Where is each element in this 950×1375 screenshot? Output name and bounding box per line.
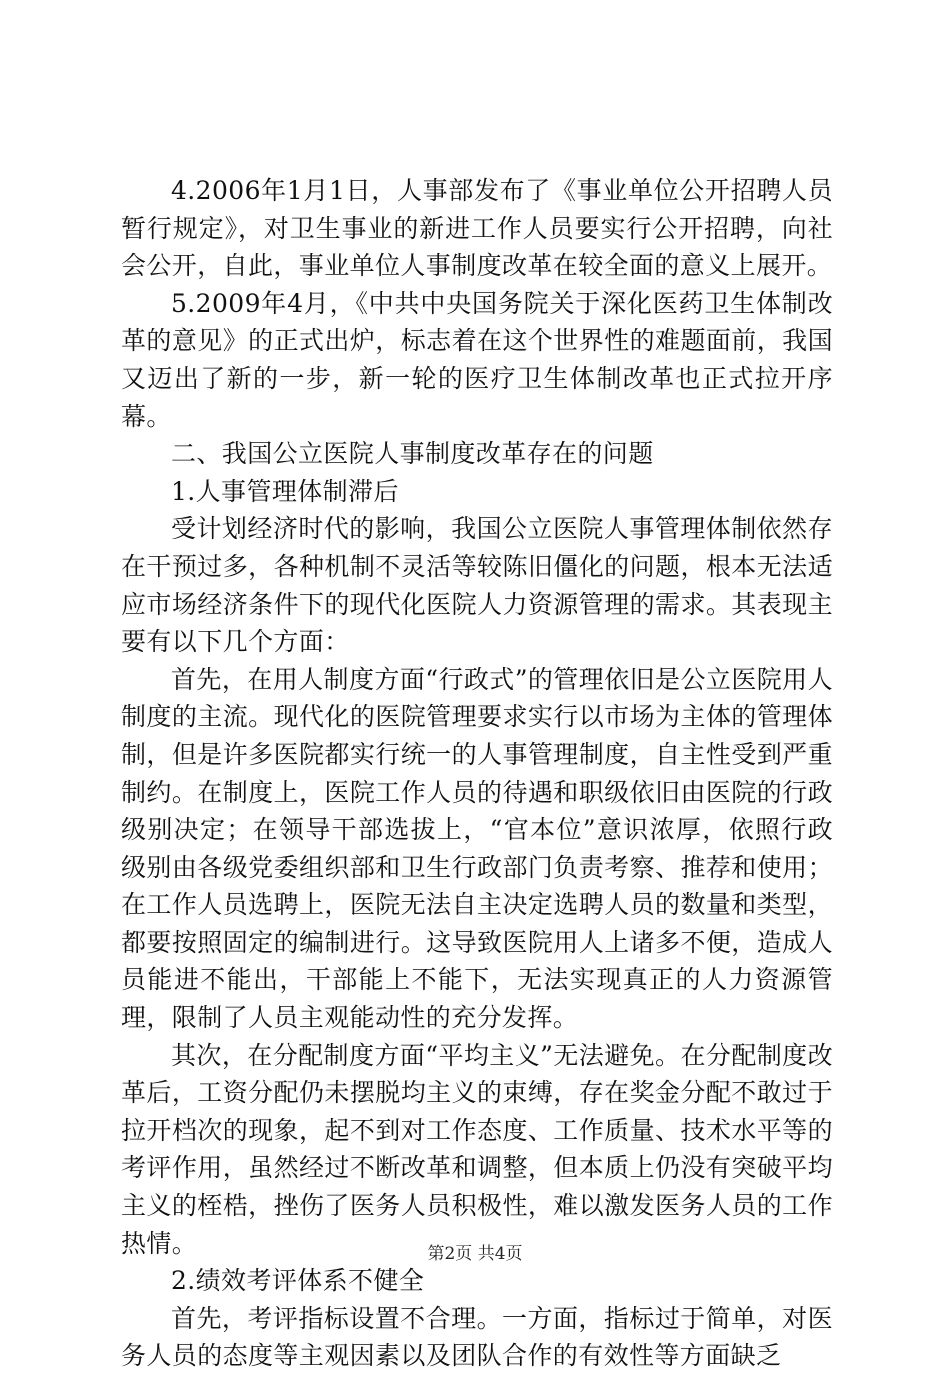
page-footer: 第2页 共4页 xyxy=(427,1244,523,1264)
paragraph-item-4: 4.2006年1月1日，人事部发布了《事业单位公开招聘人员暂行规定》，对卫生事业的新进工作人员要实行公开招聘，向社会公开，自此，事业单位人事制度改革在较全面的意义上展开。 xyxy=(121,176,833,281)
paragraph-distribution-system: 其次，在分配制度方面“平均主义”无法避免。在分配制度改革后，工资分配仍未摆脱均主义的束缚，存在奖金分配不敢过于拉开档次的现象，起不到对工作态度、工作质量、技术水平等的考评作用，虽然经过不断改革和调整，但本质上仍没有突破平均主义的桎梏，挫伤了医务人员积极性，难以激发医务人员的工作热情。 xyxy=(121,1040,833,1258)
paragraph-management-lag: 受计划经济时代的影响，我国公立医院人事管理体制依然存在干预过多，各种机制不灵活等较陈旧僵化的问题，根本无法适应市场经济条件下的现代化医院人力资源管理的需求。其表现主要有以下几个方面： xyxy=(121,514,833,657)
paragraph-item-5: 5.2009年4月，《中共中央国务院关于深化医药卫生体制改革的意见》的正式出炉，标志着在这个世界性的难题面前，我国又迈出了新的一步，新一轮的医疗卫生体制改革也正式拉开序幕。 xyxy=(121,288,833,431)
subsection-heading-1: 1.人事管理体制滞后 xyxy=(171,476,399,506)
section-heading-2: 二、我国公立医院人事制度改革存在的问题 xyxy=(171,439,654,469)
document-body xyxy=(121,172,833,1375)
subsection-heading-2: 2.绩效考评体系不健全 xyxy=(171,1266,425,1296)
paragraph-evaluation-indicators: 首先，考评指标设置不合理。一方面，指标过于简单，对医务人员的态度等主观因素以及团队合作的有效性等方面缺乏 xyxy=(121,1303,833,1371)
paragraph-employment-system: 首先，在用人制度方面“行政式”的管理依旧是公立医院用人制度的主流。现代化的医院管理要求实行以市场为主体的管理体制，但是许多医院都实行统一的人事管理制度，自主性受到严重制约。在制度上，医院工作人员的待遇和职级依旧由医院的行政级别决定；在领导干部选拔上，“官本位”意识浓厚，依照行政级别由各级党委组织部和卫生行政部门负责考察、推荐和使用；在工作人员选聘上，医院无法自主决定选聘人员的数量和类型，都要按照固定的编制进行。这导致医院用人上诸多不便，造成人员能进不能出，干部能上不能下，无法实现真正的人力资源管理，限制了人员主观能动性的充分发挥。 xyxy=(121,664,833,1033)
